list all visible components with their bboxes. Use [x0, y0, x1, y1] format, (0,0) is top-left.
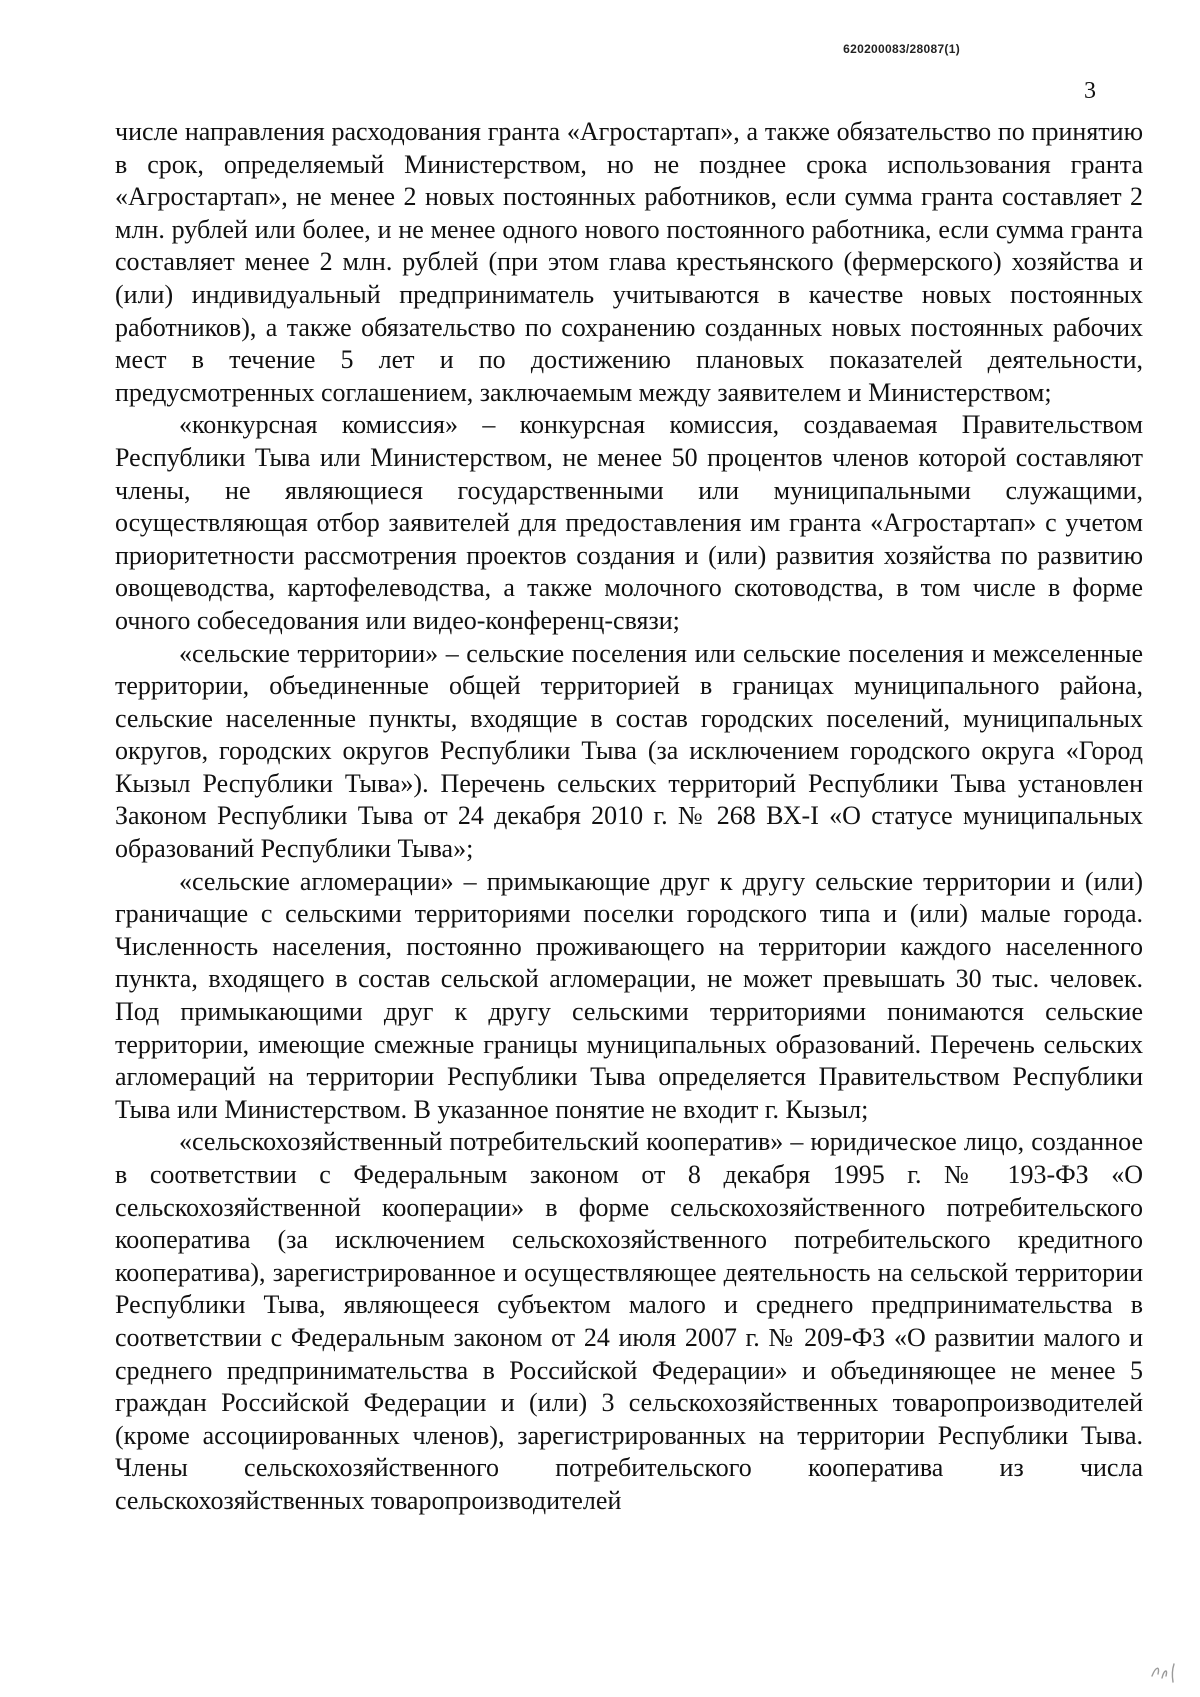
- paragraph-rural-territories: «сельские территории» – сельские поселения или сельские поселения и межселенные территории, объединенные общей территорией в границах муниципального района, сельские населенные пункты, входящие в состав городских поселений, муниципальных округов, городских округов Республики Тыва (за исключением городского округа «Город Кызыл Республики Тыва»). Перечень сельских территорий Республики Тыва установлен Законом Республики Тыва от 24 декабря 2010 г. № 268 ВХ-I «О статусе муниципальных образований Республики Тыва»;: [115, 638, 1143, 864]
- document-body: [115, 116, 1143, 1518]
- document-id: 620200083/28087(1): [843, 42, 960, 56]
- page-number: 3: [1084, 78, 1096, 104]
- paragraph-rural-agglomerations: «сельские агломерации» – примыкающие друг к другу сельские территории и (или) граничащие с сельскими территориями поселки городского типа и (или) малые города. Численность населения, постоянно проживающего на территории каждого населенного пункта, входящего в состав сельской агломерации, не может превышать 30 тыс. человек. Под примыкающими друг к другу сельскими территориями понимаются сельские территории, имеющие смежные границы муниципальных образований. Перечень сельских агломераций на территории Республики Тыва определяется Правительством Республики Тыва или Министерством. В указанное понятие не входит г. Кызыл;: [115, 866, 1143, 1124]
- paragraph-consumer-cooperative: «сельскохозяйственный потребительский кооператив» – юридическое лицо, созданное в соответствии с Федеральным законом от 8 декабря 1995 г. № 193-ФЗ «О сельскохозяйственной кооперации» в форме сельскохозяйственного потребительского кооператива (за исключением сельскохозяйственного потребительского кредитного кооператива), зарегистрированное и осуществляющее деятельность на сельской территории Республики Тыва, являющееся субъектом малого и среднего предпринимательства в соответствии с Федеральным законом от 24 июля 2007 г. № 209-ФЗ «О развитии малого и среднего предпринимательства в Российской Федерации» и объединяющее не менее 5 граждан Российской Федерации и (или) 3 сельскохозяйственных товаропроизводителей (кроме ассоциированных членов), зарегистрированных на территории Республики Тыва. Члены сельскохозяйственного потребительского кооператива из числа сельскохозяйственных товаропроизводителей: [115, 1127, 1143, 1515]
- paragraph-continuation: числе направления расходования гранта «Агростартап», а также обязательство по принятию в срок, определяемый Министерством, но не позднее срока использования гранта «Агростартап», не менее 2 новых постоянных работников, если сумма гранта составляет 2 млн. рублей или более, и не менее одного нового постоянного работника, если сумма гранта составляет менее 2 млн. рублей (при этом глава крестьянского (фермерского) хозяйства и (или) индивидуальный предприниматель учитываются в качестве новых постоянных работников), а также обязательство по сохранению созданных новых постоянных рабочих мест в течение 5 лет и по достижению плановых показателей деятельности, предусмотренных соглашением, заключаемым между заявителем и Министерством;: [115, 117, 1143, 407]
- paragraph-competition-commission: «конкурсная комиссия» – конкурсная комиссия, создаваемая Правительством Республики Тыва или Министерством, не менее 50 процентов членов которой составляют члены, не являющиеся государственными или муниципальными служащими, осуществляющая отбор заявителей для предоставления им гранта «Агростартап» с учетом приоритетности рассмотрения проектов создания и (или) развития хозяйства по развитию овощеводства, картофелеводства, а также молочного скотоводства, в том числе в форме очного собеседования или видео-конференц-связи;: [115, 410, 1143, 635]
- handwritten-mark-icon: [1148, 1660, 1188, 1684]
